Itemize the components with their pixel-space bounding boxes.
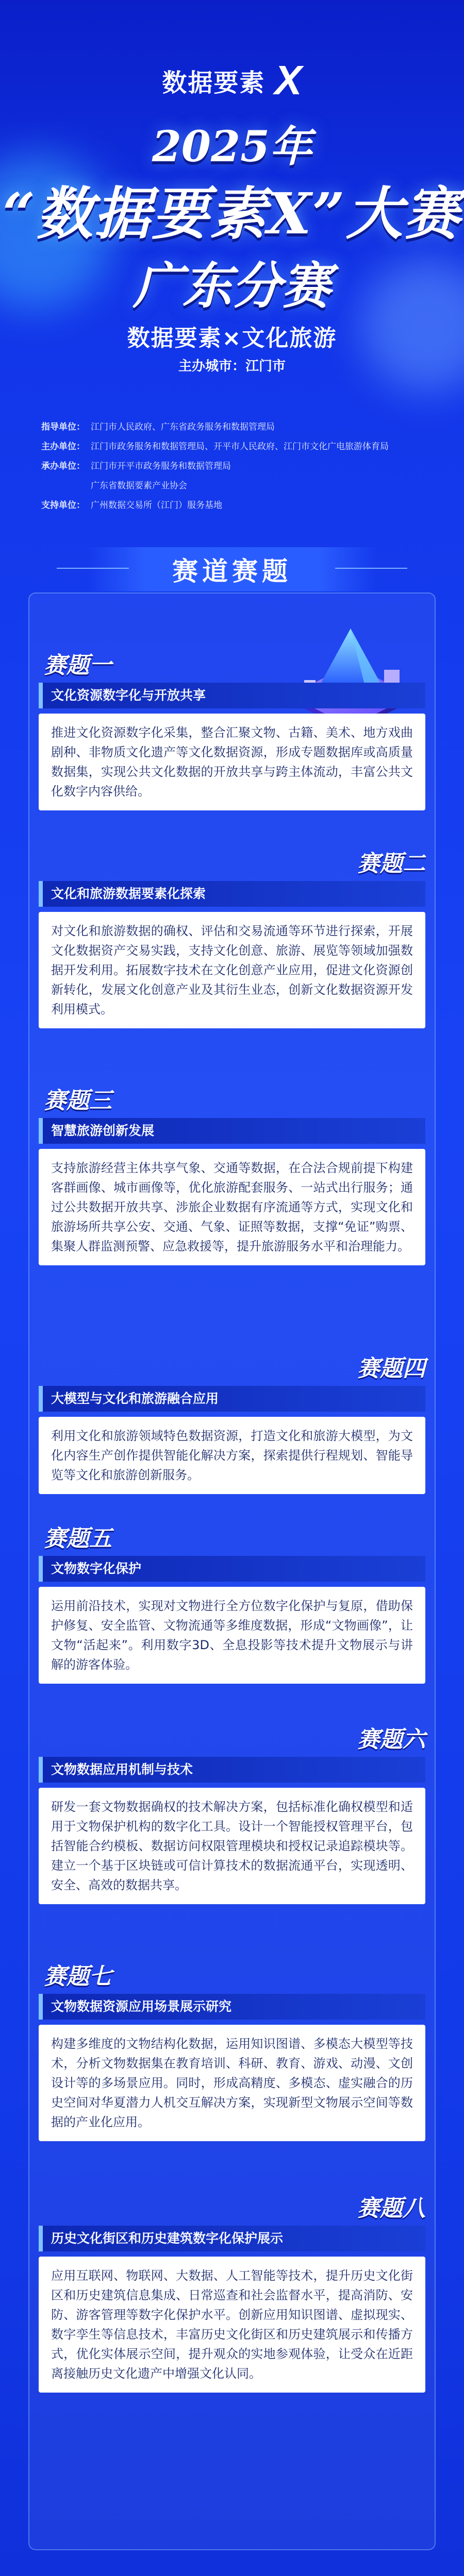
track-badge: 赛题四: [357, 1355, 425, 1382]
brand-x-mark: X: [274, 57, 302, 103]
organizer-list: [41, 417, 433, 515]
organizer-value: 广东省数据要素产业协会: [91, 481, 187, 491]
organizer-row: [41, 476, 433, 496]
organizer-label: 承办单位：: [41, 461, 85, 471]
organizer-value: 江门市政务服务和数据管理局、开平市人民政府、江门市文化广电旅游体育局: [91, 442, 389, 452]
track-title: 历史文化街区和历史建筑数字化保护展示: [39, 2226, 425, 2251]
organizer-value: 江门市人民政府、广东省政务服务和数据管理局: [91, 422, 275, 432]
track-7: [39, 1958, 425, 2179]
track-badge: 赛题三: [44, 1088, 112, 1114]
track-badge: 赛题八: [357, 2195, 425, 2222]
track-title: 大模型与文化和旅游融合应用: [39, 1386, 425, 1412]
organizer-row: [41, 417, 433, 437]
tracks-heading: 赛道赛题: [172, 556, 292, 586]
track-badge: 赛题六: [357, 1726, 425, 1753]
track-2: [39, 845, 425, 1066]
track-title: 文化和旅游数据要素化探索: [39, 881, 425, 907]
track-body: 研发一套文物数据确权的技术解决方案，包括标准化确权模型和适用于文物保护机构的数字化工具。设计一个智能授权管理平台，包括智能合约模板、数据访问权限管理模块和授权记录追踪模块等。建立一个基于区块链或可信计算技术的数据流通平台，实现透明、安全、高效的数据共享。: [39, 1788, 425, 1904]
brand-logo: [0, 57, 464, 104]
track-badge: 赛题五: [44, 1526, 112, 1552]
track-title: 智慧旅游创新发展: [39, 1118, 425, 1144]
track-8: [39, 2190, 425, 2447]
hero-title-year: 2025年: [152, 122, 312, 172]
hero-title-main: “数据要素X”大赛: [3, 180, 461, 247]
track-body: 应用互联网、物联网、大数据、人工智能等技术，提升历史文化街区和历史建筑信息集成、日常巡查和社会监督水平，提高消防、安防、游客管理等数字化保护水平。创新应用知识图谱、虚拟现实、数字孪生等信息技术，丰富历史文化街区和历史建筑展示和传播方式，优化实体展示空间，提升观众的实地参观体验，让受众在近距离接触历史文化遗产中增强文化认同。: [39, 2257, 425, 2393]
track-title: 文化资源数字化与开放共享: [39, 683, 425, 708]
track-body: 支持旅游经营主体共享气象、交通等数据，在合法合规前提下构建客群画像、城市画像等，优化旅游配套服务、一站式出行服务；通过公共数据开放共享、涉旅企业数据有序流通等方式，实现文化和旅游场所共享公安、交通、气象、证照等数据，支撑“免证”购票、集聚人群监测预警、应急救援等，提升旅游服务水平和治理能力。: [39, 1149, 425, 1265]
track-4: [39, 1350, 425, 1504]
hero-title-sub: 广东分赛: [133, 257, 331, 315]
organizer-label: 指导单位：: [41, 422, 85, 432]
track-body: 构建多维度的文物结构化数据，运用知识图谱、多模态大模型等技术，分析文物数据集在教育培训、科研、教育、游戏、动漫、文创设计等的多场景应用。同时，形成高精度、多模态、虚实融合的历史空间对华夏潜力人机交互解决方案，实现新型文物展示空间等数据的产业化应用。: [39, 2025, 425, 2141]
host-city: 主办城市：江门市: [178, 359, 286, 374]
track-body: 推进文化资源数字化采集，整合汇聚文物、古籍、美术、地方戏曲剧种、非物质文化遗产等文化数据资源，形成专题数据库或高质量数据集，实现公共文化数据的开放共享与跨主体流动，丰富公共文化数字内容供给。: [39, 714, 425, 810]
track-title: 文物数据资源应用场景展示研究: [39, 1994, 425, 2020]
tracks-banner: [0, 546, 464, 592]
organizer-label: 支持单位：: [41, 500, 85, 511]
track-body: 对文化和旅游数据的确权、评估和交易流通等环节进行探索，开展文化数据资产交易实践，支持文化创意、旅游、展览等领域加强数据开发利用。拓展数字技术在文化创意产业应用，促进文化资源创新转化，发展文化创意产业及其衍生业态，创新文化数据资源开发利用模式。: [39, 912, 425, 1028]
theme-subtitle: 数据要素×文化旅游: [127, 325, 337, 351]
organizer-value: 江门市开平市政务服务和数据管理局: [91, 461, 231, 471]
hero-title: [0, 118, 464, 319]
track-title: 文物数字化保护: [39, 1556, 425, 1582]
organizer-row: [41, 496, 433, 515]
track-1: [39, 647, 425, 827]
organizer-label: [41, 476, 91, 496]
track-badge: 赛题二: [357, 851, 425, 877]
organizer-row: [41, 437, 433, 456]
track-3: [39, 1082, 425, 1324]
track-body: 运用前沿技术，实现对文物进行全方位数字化保护与复原，借助保护修复、安全监管、文物流通等多维度数据，形成“文物画像”，让文物“活起来”。利用数字3D、全息投影等技术提升文物展示与讲解的游客体验。: [39, 1587, 425, 1684]
organizer-value: 广州数据交易所（江门）服务基地: [91, 500, 222, 511]
track-6: [39, 1721, 425, 1947]
track-5: [39, 1520, 425, 1705]
track-badge: 赛题七: [44, 1963, 112, 1990]
track-body: 利用文化和旅游领域特色数据资源，打造文化和旅游大模型，为文化内容生产创作提供智能化解决方案，探索提供行程规划、智能导览等文化和旅游创新服务。: [39, 1417, 425, 1494]
track-badge: 赛题一: [44, 652, 112, 679]
track-title: 文物数据应用机制与技术: [39, 1757, 425, 1783]
organizer-label: 主办单位：: [41, 442, 85, 452]
brand-name: 数据要素: [162, 68, 266, 97]
organizer-row: [41, 456, 433, 476]
